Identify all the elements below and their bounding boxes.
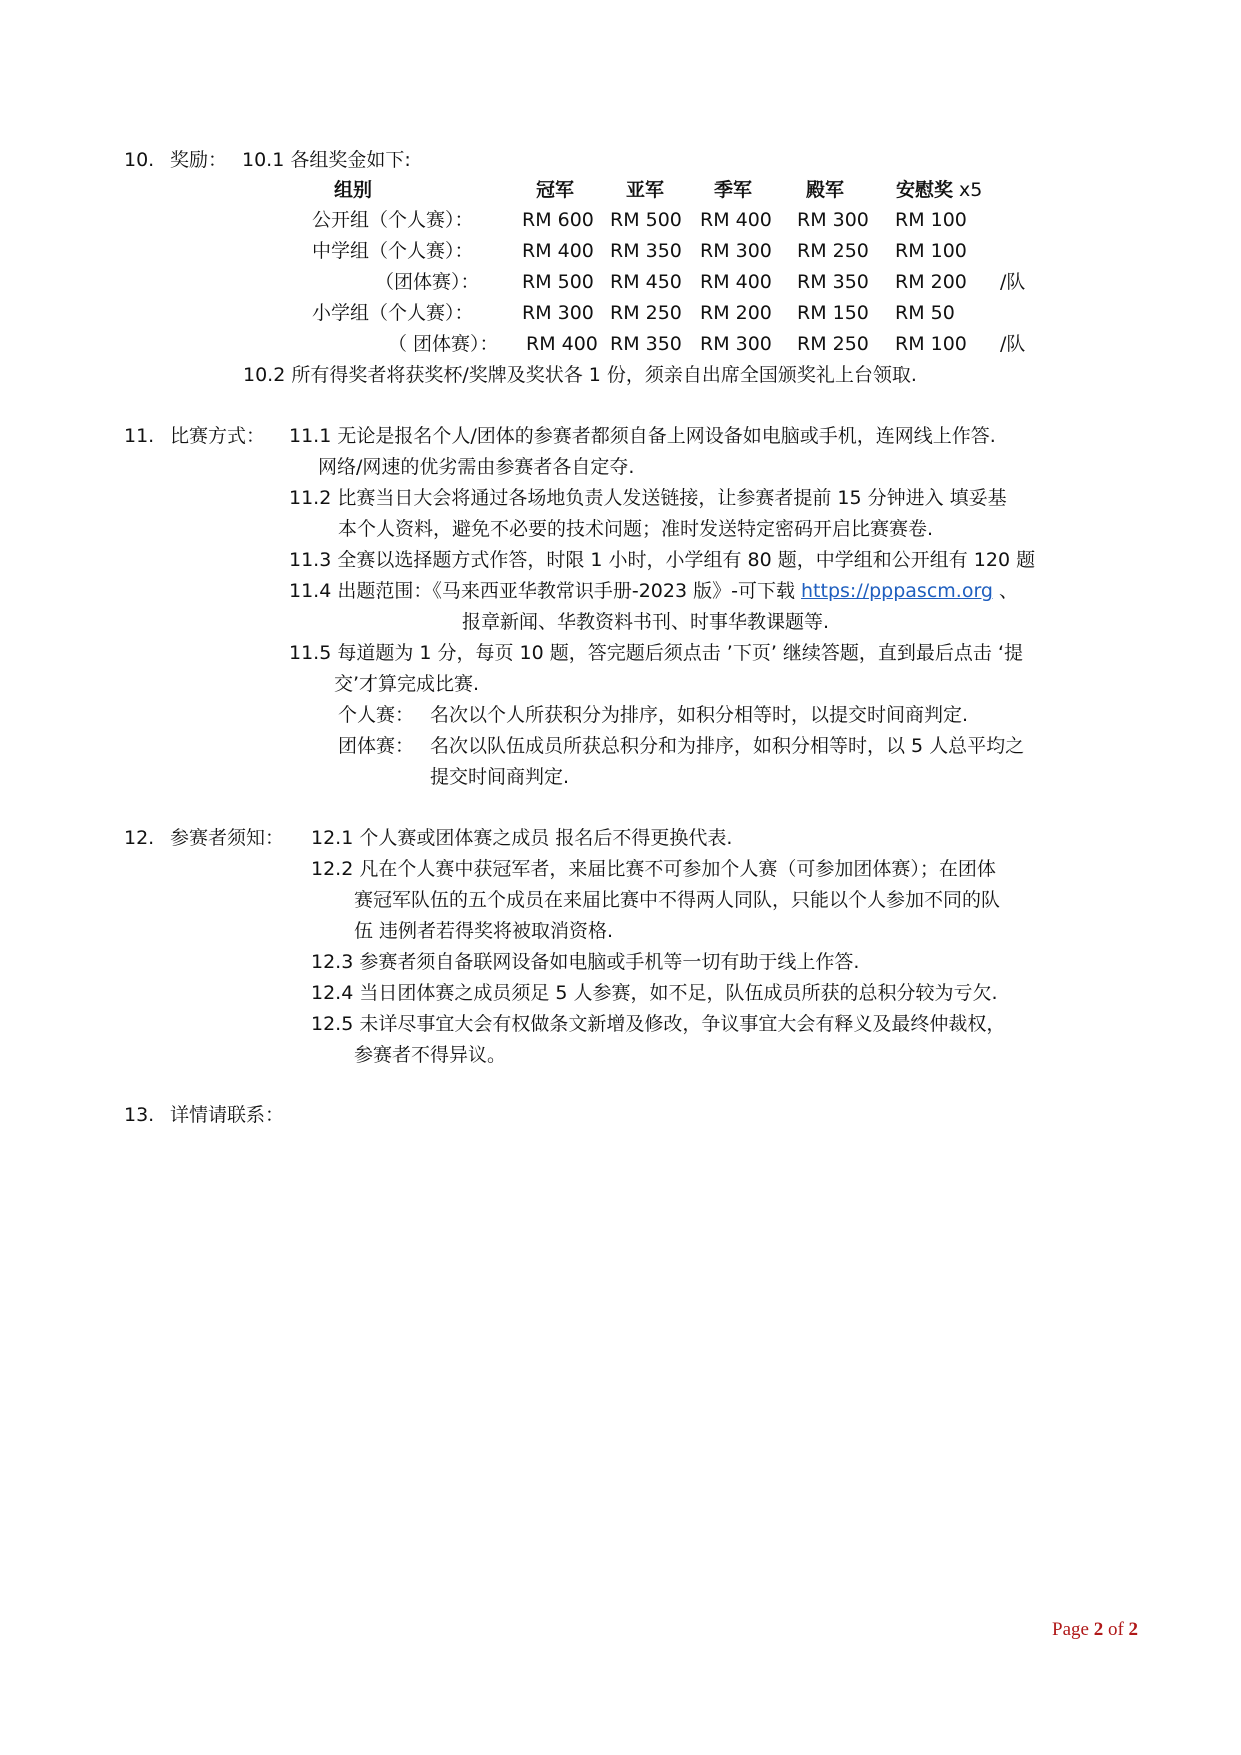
section-11-3-text: 11.3 全赛以选择题方式作答，时限 1 小时，小学组有 80 题，中学组和公开组有 120 题 (289, 549, 1036, 571)
prize-cell: RM 350 (797, 271, 869, 293)
prize-cell: RM 200 (895, 271, 967, 293)
section-11-1-continued: 网络/网速的优劣需由参赛者各自定夺. (318, 456, 635, 478)
prize-cell: RM 250 (610, 302, 682, 324)
prize-cell: RM 100 (895, 240, 967, 262)
section-11-4-continued: 报章新闻、华教资料书刊、时事华教课题等. (462, 611, 830, 633)
prize-row-label: 小学组（个人赛）： (312, 302, 474, 324)
prize-cell: RM 250 (797, 333, 869, 355)
prize-cell: RM 300 (700, 240, 772, 262)
section-12-5-continued: 参赛者不得异议。 (354, 1044, 507, 1066)
section-11-1-text: 11.1 无论是报名个人/团体的参赛者都须自备上网设备如电脑或手机，连网线上作答. (289, 425, 996, 447)
section-12-2-text: 12.2 凡在个人赛中获冠军者，来届比赛不可参加个人赛（可参加团体赛）；在团体 (311, 858, 996, 880)
prize-table-header-fourth: 殿军 (806, 179, 845, 201)
download-link[interactable]: https://pppascm.org (801, 580, 993, 602)
prize-cell: RM 150 (797, 302, 869, 324)
individual-rule-label: 个人赛： (338, 704, 415, 726)
team-rule-continued: 提交时间商判定. (430, 766, 570, 788)
consolation-label: 安慰奖 (896, 179, 954, 201)
prize-cell: RM 400 (700, 209, 772, 231)
prize-row-label: 中学组（个人赛）： (312, 240, 474, 262)
prize-cell: RM 300 (522, 302, 594, 324)
footer-of-word: of (1107, 1619, 1124, 1640)
prize-cell: RM 50 (895, 302, 955, 324)
footer-page-word: Page (1052, 1619, 1089, 1640)
prize-table-header-group: 组别 (334, 179, 373, 201)
section-13-number: 13. (124, 1104, 155, 1126)
prize-table-header-second: 亚军 (626, 179, 665, 201)
prize-table-header-third: 季军 (714, 179, 753, 201)
section-10-title: 奖励： (170, 149, 228, 171)
section-11-4-lead: 11.4 出题范围：《马来西亚华教常识手册-2023 版》-可下载 (289, 580, 801, 602)
footer-total-pages: 2 (1128, 1619, 1139, 1640)
section-10-2-text: 10.2 所有得奖者将获奖杯/奖牌及奖状各 1 份，须亲自出席全国颁奖礼上台领取. (243, 364, 917, 386)
prize-cell: RM 450 (610, 271, 682, 293)
prize-cell: RM 400 (522, 240, 594, 262)
prize-cell: RM 300 (700, 333, 772, 355)
section-10-number: 10. (124, 149, 155, 171)
prize-table-header-consolation (896, 178, 982, 202)
section-11-title: 比赛方式： (170, 425, 266, 447)
section-11-2-text: 11.2 比赛当日大会将通过各场地负责人发送链接，让参赛者提前 15 分钟进入 填妥基 (289, 487, 1007, 509)
prize-cell: RM 500 (610, 209, 682, 231)
section-11-4-text (289, 579, 1018, 603)
section-12-title: 参赛者须知： (170, 827, 285, 849)
page-footer (1052, 1620, 1138, 1639)
section-11-5-text: 11.5 每道题为 1 分，每页 10 题，答完题后须点击 ’下页’ 继续答题，直到最后点击 ‘提 (289, 642, 1024, 664)
prize-cell: RM 250 (797, 240, 869, 262)
prize-cell: RM 400 (700, 271, 772, 293)
prize-unit: /队 (1000, 333, 1026, 355)
prize-unit: /队 (1000, 271, 1026, 293)
section-11-5-continued: 交’才算完成比赛. (334, 673, 480, 695)
prize-cell: RM 100 (895, 333, 967, 355)
section-12-4-text: 12.4 当日团体赛之成员须足 5 人参赛，如不足，队伍成员所获的总积分较为亏欠. (311, 982, 998, 1004)
footer-current-page: 2 (1093, 1619, 1104, 1640)
prize-cell: RM 600 (522, 209, 594, 231)
section-11-2-continued: 本个人资料，避免不必要的技术问题；准时发送特定密码开启比赛赛卷. (338, 518, 934, 540)
section-11-number: 11. (124, 425, 155, 447)
prize-cell: RM 350 (610, 240, 682, 262)
section-12-5-text: 12.5 未详尽事宜大会有权做条文新增及修改，争议事宜大会有释义及最终仲裁权， (311, 1013, 1006, 1035)
section-11-4-tail: 、 (993, 580, 1019, 602)
section-12-3-text: 12.3 参赛者须自备联网设备如电脑或手机等一切有助于线上作答. (311, 951, 860, 973)
team-rule-label: 团体赛： (338, 735, 415, 757)
team-rule-text: 名次以队伍成员所获总积分和为排序，如积分相等时，以 5 人总平均之 (430, 735, 1025, 757)
section-12-2-continued: 赛冠军队伍的五个成员在来届比赛中不得两人同队，只能以个人参加不同的队 (354, 889, 1001, 911)
prize-table-header-champion: 冠军 (536, 179, 575, 201)
section-12-number: 12. (124, 827, 155, 849)
prize-cell: RM 400 (526, 333, 598, 355)
prize-cell: RM 100 (895, 209, 967, 231)
section-12-2-continued: 伍 违例者若得奖将被取消资格. (354, 920, 614, 942)
section-12-1-text: 12.1 个人赛或团体赛之成员 报名后不得更换代表. (311, 827, 733, 849)
consolation-count: x5 (953, 179, 983, 201)
prize-row-label: （团体赛）： (375, 271, 480, 293)
prize-row-label: （ 团体赛）： (388, 333, 499, 355)
prize-cell: RM 300 (797, 209, 869, 231)
prize-row-label: 公开组（个人赛）： (312, 209, 474, 231)
prize-cell: RM 200 (700, 302, 772, 324)
section-10-1-text: 10.1 各组奖金如下: (242, 149, 411, 171)
prize-cell: RM 500 (522, 271, 594, 293)
prize-cell: RM 350 (610, 333, 682, 355)
section-13-title: 详情请联系： (170, 1104, 285, 1126)
individual-rule-text: 名次以个人所获积分为排序，如积分相等时，以提交时间商判定. (430, 704, 969, 726)
